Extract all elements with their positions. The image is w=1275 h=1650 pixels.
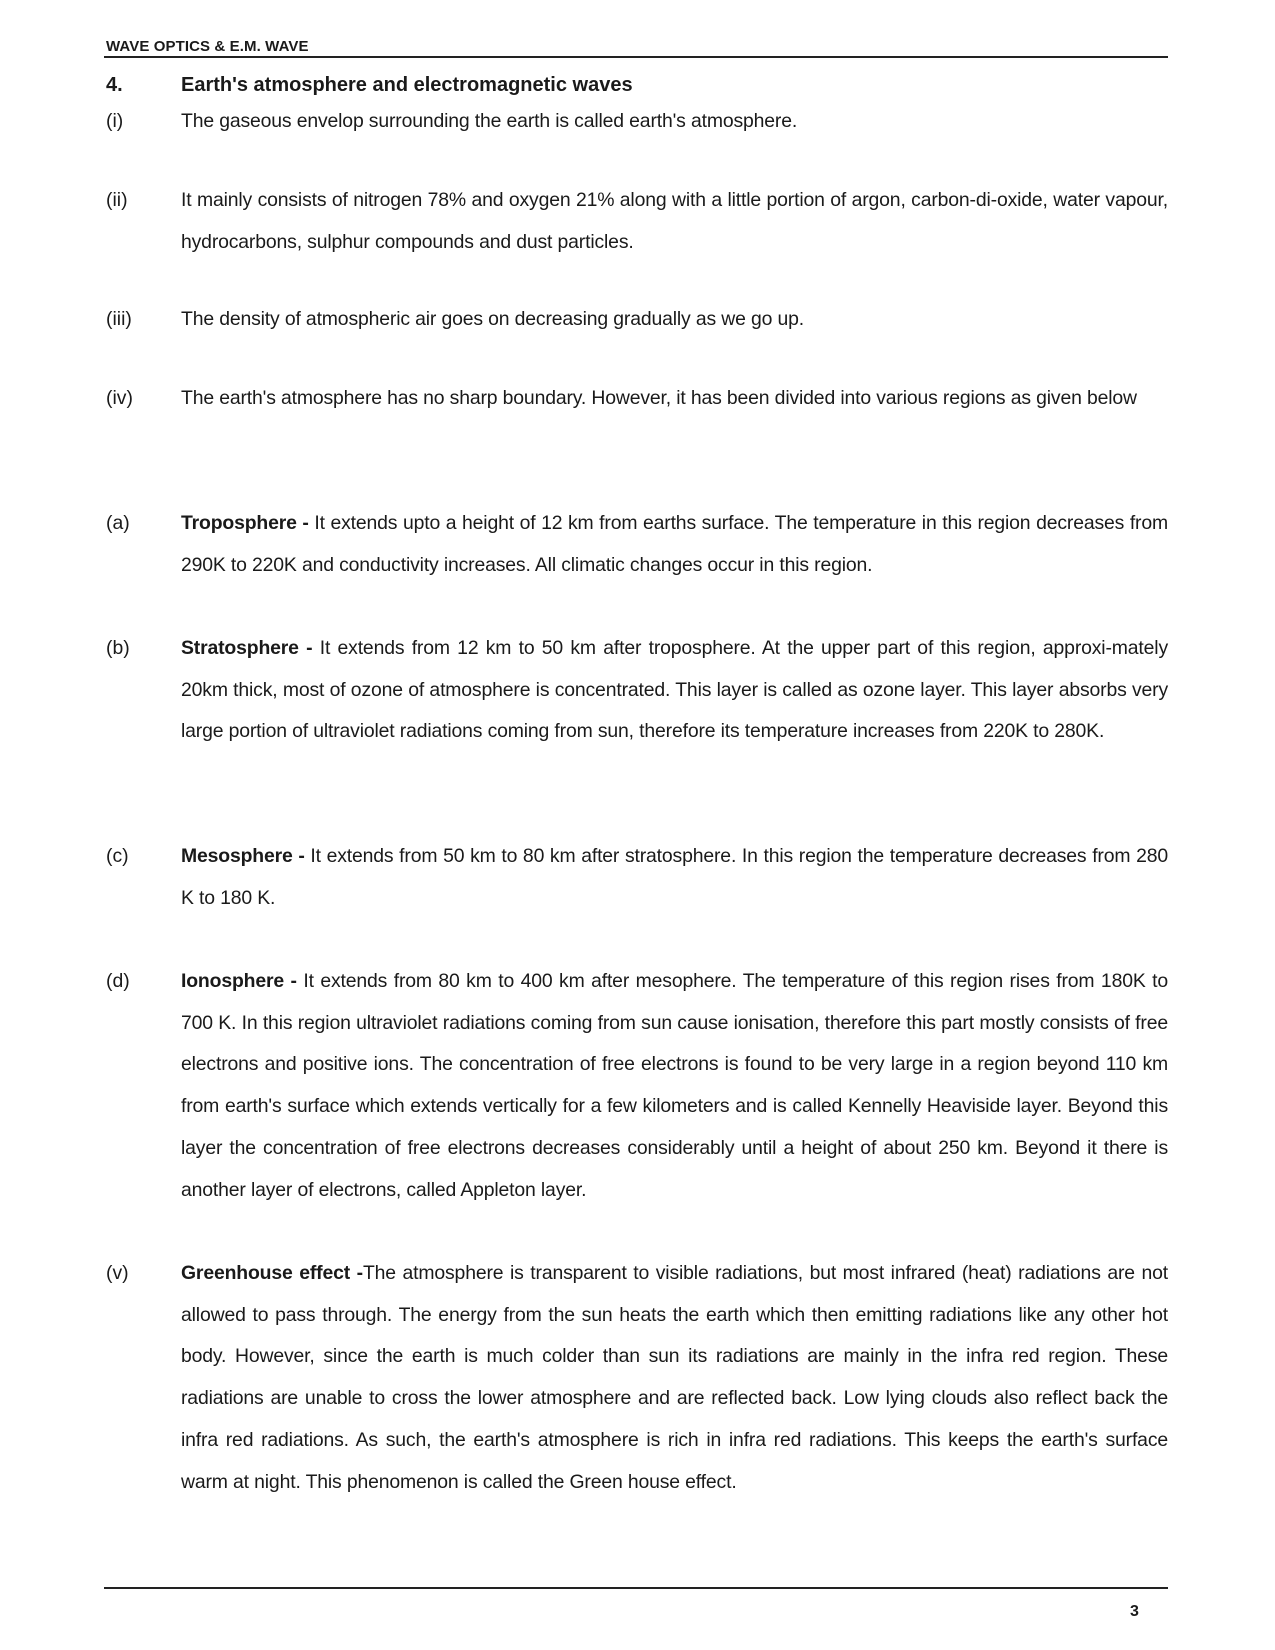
item-label: (ii) bbox=[106, 189, 128, 211]
item-text: The density of atmospheric air goes on decreasing gradually as we go up. bbox=[181, 308, 804, 330]
item-label: (d) bbox=[106, 970, 130, 992]
item-text: It mainly consists of nitrogen 78% and oxygen 21% along with a little portion of argon, carbon-di-oxide, water vapour, hydrocarbons, sulphur compounds and dust particles. bbox=[181, 189, 1168, 253]
page-number: 3 bbox=[1130, 1603, 1139, 1620]
item-text: It extends from 12 km to 50 km after troposphere. At the upper part of this region, approxi-mately 20km thick, most of ozone of atmosphere is concentrated. This layer is called as ozone layer. This layer absorbs very large portion of ultraviolet radiations coming from sun, therefore its temperature increases from 220K to 280K. bbox=[181, 637, 1168, 743]
item-label: (a) bbox=[106, 512, 130, 534]
list-item-ii bbox=[106, 180, 1168, 263]
item-term: Troposphere - bbox=[181, 512, 315, 534]
item-text: It extends upto a height of 12 km from earths surface. The temperature in this region decreases from 290K to 220K and conductivity increases. All climatic changes occur in this region. bbox=[181, 512, 1169, 576]
item-text: The gaseous envelop surrounding the earth is called earth's atmosphere. bbox=[181, 110, 798, 132]
item-label: (iii) bbox=[106, 308, 132, 330]
item-text: The earth's atmosphere has no sharp boundary. However, it has been divided into various regions as given below bbox=[181, 387, 1137, 409]
item-label: (c) bbox=[106, 845, 129, 867]
list-item-stratosphere bbox=[106, 628, 1168, 753]
item-term: Stratosphere - bbox=[181, 637, 320, 659]
item-text: It extends from 50 km to 80 km after stratosphere. In this region the temperature decreases from 280 K to 180 K. bbox=[181, 845, 1168, 909]
item-term: Mesosphere - bbox=[181, 845, 311, 867]
item-label: (v) bbox=[106, 1262, 129, 1284]
item-label: (b) bbox=[106, 637, 130, 659]
running-header-title: WAVE OPTICS & E.M. WAVE bbox=[106, 38, 309, 55]
item-term: Ionosphere - bbox=[181, 970, 304, 992]
section-title: Earth's atmosphere and electromagnetic waves bbox=[181, 74, 633, 96]
footer-rule bbox=[104, 1587, 1168, 1589]
list-item-i bbox=[106, 101, 1168, 143]
item-label: (iv) bbox=[106, 387, 133, 409]
list-item-iii bbox=[106, 299, 1168, 341]
list-item-mesosphere bbox=[106, 836, 1168, 919]
list-item-ionosphere bbox=[106, 961, 1168, 1211]
section-number: 4. bbox=[106, 74, 123, 96]
item-text: The atmosphere is transparent to visible radiations, but most infrared (heat) radiations are not allowed to pass through. The energy from the sun heats the earth which then emitting radiations like any other hot body. However, since the earth is much colder than sun its radiations are mainly in the infra red region. These radiations are unable to cross the lower atmosphere and are reflected back. Low lying clouds also reflect back the infra red radiations. As such, the earth's atmosphere is rich in infra red radiations. This keeps the earth's surface warm at night. This phenomenon is called the Green house effect. bbox=[181, 1262, 1168, 1493]
header-rule bbox=[104, 56, 1168, 58]
item-term: Greenhouse effect - bbox=[181, 1262, 363, 1284]
list-item-troposphere bbox=[106, 503, 1168, 586]
list-item-iv bbox=[106, 378, 1168, 420]
item-label: (i) bbox=[106, 110, 124, 132]
item-text: It extends from 80 km to 400 km after mesophere. The temperature of this region rises from 180K to 700 K. In this region ultraviolet radiations coming from sun cause ionisation, therefore this part mostly consists of free electrons and positive ions. The concentration of free electrons is found to be very large in a region beyond 110 km from earth's surface which extends vertically for a few kilometers and is called Kennelly Heaviside layer. Beyond this layer the concentration of free electrons decreases considerably until a height of about 250 km. Beyond it there is another layer of electrons, called Appleton layer. bbox=[181, 970, 1169, 1201]
list-item-greenhouse-effect bbox=[106, 1253, 1168, 1503]
